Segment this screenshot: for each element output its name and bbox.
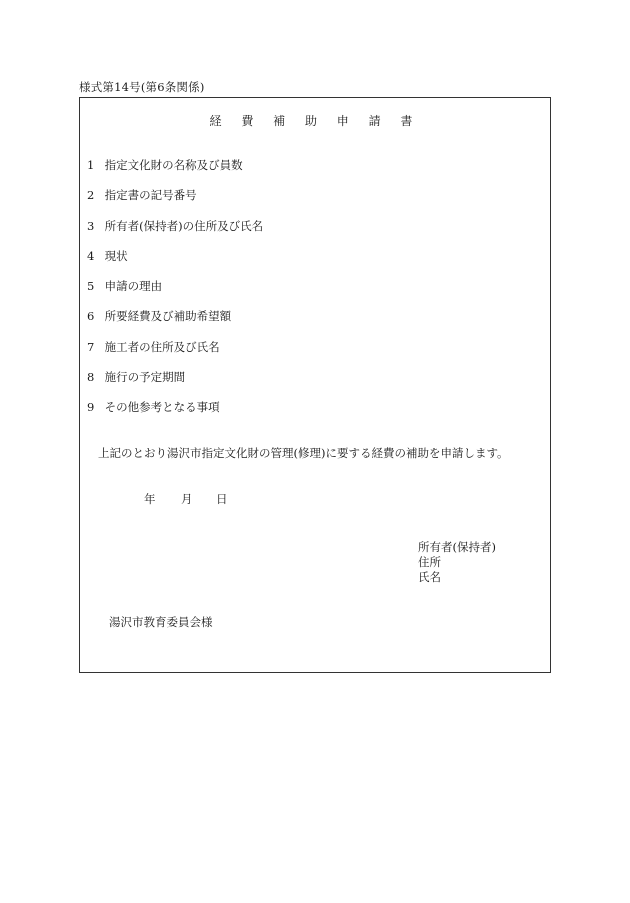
list-item (87, 279, 263, 309)
item-label: 申請の理由 (104, 279, 163, 294)
name-label: 氏名 (418, 570, 441, 584)
item-number: 8 (87, 370, 95, 385)
item-number: 4 (87, 248, 95, 263)
item-number: 1 (87, 158, 95, 172)
item-label: 所有者(保持者)の住所及び氏名 (104, 218, 264, 233)
item-number: 3 (87, 218, 95, 233)
item-number: 7 (87, 339, 95, 354)
applicant-block (418, 540, 496, 585)
declaration-text: 上記のとおり湯沢市指定文化財の管理(修理)に要する経費の補助を申請します。 (98, 446, 509, 460)
date-line (144, 492, 228, 506)
document-title: 経 費 補 助 申 請 書 (209, 114, 421, 128)
item-label: 施行の予定期間 (104, 370, 186, 385)
date-year: 年 (144, 492, 156, 506)
item-label: 現状 (104, 248, 128, 263)
item-number: 2 (87, 188, 95, 203)
item-number: 9 (87, 400, 95, 415)
list-item (87, 219, 263, 249)
address-label: 住所 (418, 555, 441, 569)
item-label: 指定文化財の名称及び員数 (104, 158, 243, 172)
applicant-role: 所有者(保持者) (418, 540, 496, 554)
item-label: 指定書の記号番号 (104, 188, 197, 203)
list-item (87, 188, 263, 218)
list-item (87, 309, 263, 339)
item-label: 所要経費及び補助希望額 (104, 309, 232, 324)
form-number: 様式第14号(第6条関係) (79, 80, 205, 94)
item-list (87, 158, 263, 431)
list-item (87, 158, 263, 188)
list-item (87, 249, 263, 279)
list-item (87, 400, 263, 430)
item-number: 5 (87, 279, 95, 294)
list-item (87, 370, 263, 400)
addressee: 湯沢市教育委員会様 (109, 615, 213, 629)
item-label: その他参考となる事項 (104, 400, 220, 415)
item-number: 6 (87, 309, 95, 324)
application-form (79, 97, 551, 673)
date-month: 月 (181, 492, 193, 506)
date-day: 日 (216, 492, 228, 506)
list-item (87, 340, 263, 370)
item-label: 施工者の住所及び氏名 (104, 339, 220, 354)
